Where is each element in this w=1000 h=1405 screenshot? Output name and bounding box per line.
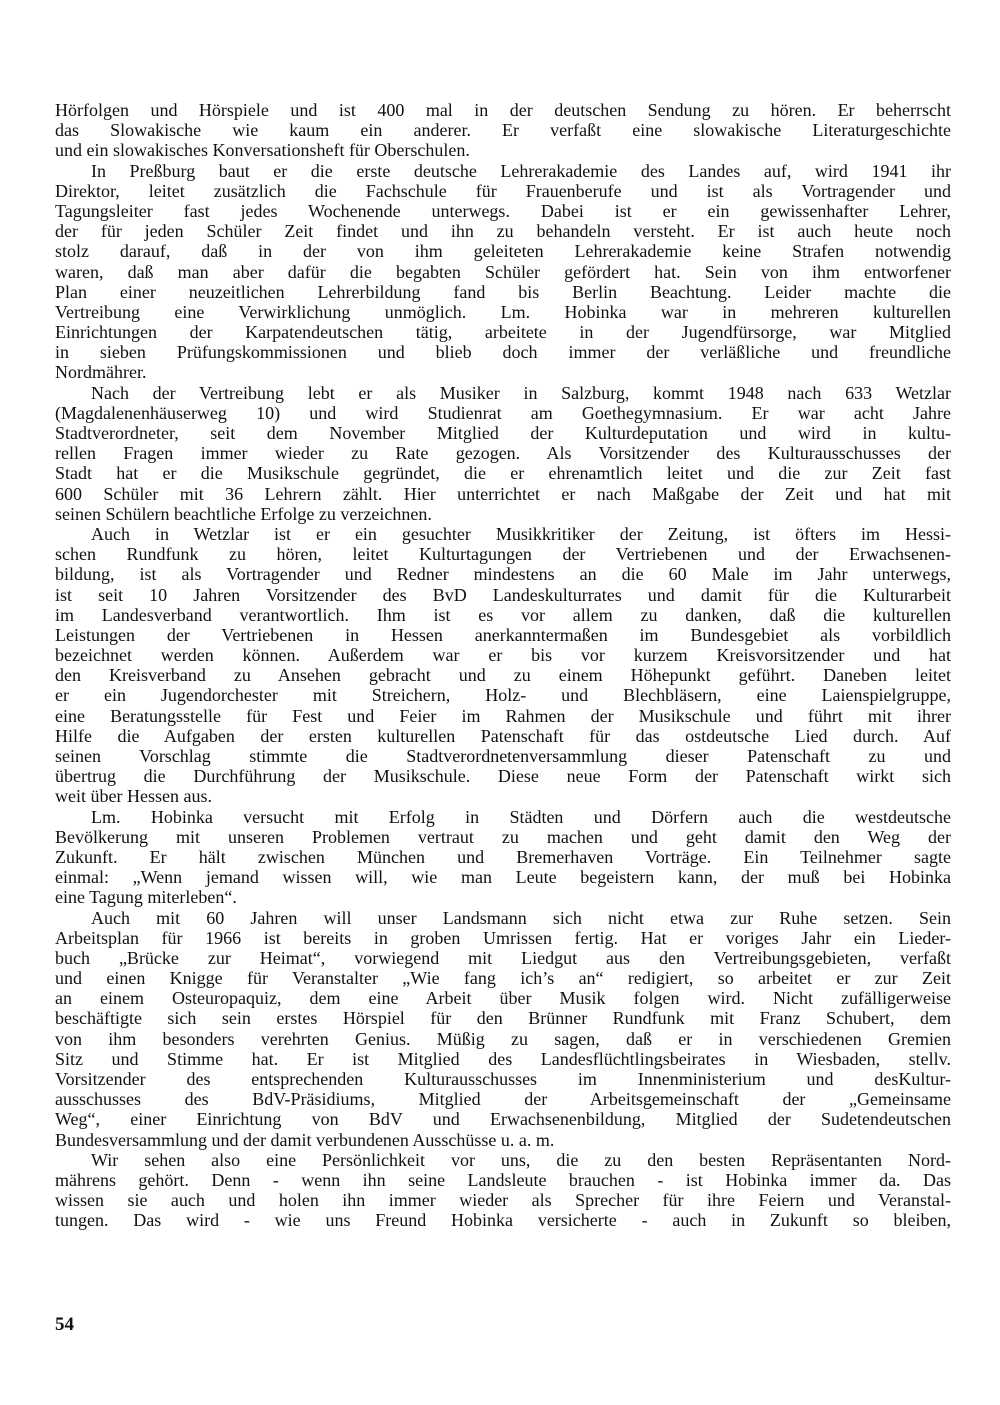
text-line: und ein slowakisches Konversationsheft für Oberschulen. <box>55 140 470 161</box>
text-line: Bundesversammlung und der damit verbundenen Ausschüsse u. a. m. <box>55 1129 555 1150</box>
text-line: er ein Jugendorchester mit Streichern, Holz- und Blechbläsern, eine Laienspielgruppe, <box>55 685 951 706</box>
text-line: im Landesverband verantwortlich. Ihm ist es vor allem zu danken, daß die kulturellen <box>55 604 951 625</box>
text-line: seinen Schülern beachtliche Erfolge zu verzeichnen. <box>55 503 432 524</box>
text-line: Vertreibung eine Verwirklichung unmöglich. Lm. Hobinka war in mehreren kulturellen <box>55 301 951 322</box>
text-line: an einem Osteuropaquiz, dem eine Arbeit über Musik folgen wird. Nicht zufälligerweise <box>55 988 951 1009</box>
text-line: eine Tagung miterleben“. <box>55 887 237 908</box>
paragraph <box>55 908 951 1150</box>
text-line: stolz darauf, daß in der von ihm geleiteten Lehrerakademie keine Strafen notwendig <box>55 241 951 262</box>
text-line: Auch in Wetzlar ist er ein gesuchter Musikkritiker der Zeitung, ist öfters im Hessi- <box>91 523 951 544</box>
text-line: Direktor, leitet zusätzlich die Fachschule für Frauenberufe und ist als Vortragender und <box>55 180 951 201</box>
text-line: 600 Schüler mit 36 Lehrern zählt. Hier unterrichtet er nach Maßgabe der Zeit und hat mit <box>55 483 951 504</box>
text-line: und einen Knigge für Veranstalter „Wie fang ich’s an“ redigiert, so arbeitet er zur Zeit <box>55 968 951 989</box>
text-line: Wir sehen also eine Persönlichkeit vor uns, die zu den besten Repräsentanten Nord- <box>91 1149 951 1170</box>
text-line: Bevölkerung mit unseren Problemen vertraut zu machen und geht damit den Weg der <box>55 826 951 847</box>
text-line: Hilfe die Aufgaben der ersten kulturellen Patenschaft für das ostdeutsche Lied durch. Auf <box>55 725 951 746</box>
paragraph <box>55 100 951 161</box>
text-line: weit über Hessen aus. <box>55 786 212 807</box>
text-line: das Slowakische wie kaum ein anderer. Er verfaßt eine slowakische Literaturgeschichte <box>55 120 951 141</box>
text-line: ausschusses des BdV-Präsidiums, Mitglied der Arbeitsgemeinschaft der „Gemeinsame <box>55 1089 951 1110</box>
text-line: bezeichnet werden können. Außerdem war er bis vor kurzem Kreisvorsitzender und hat <box>55 645 951 666</box>
paragraph <box>55 807 951 908</box>
text-line: Vorsitzender des entsprechenden Kulturausschusses im Innenministerium und desKultur- <box>55 1069 951 1089</box>
text-line: schen Rundfunk zu hören, leitet Kulturtagungen der Vertriebenen und der Erwachsenen- <box>55 544 951 565</box>
paragraph <box>55 1150 951 1231</box>
text-line: in sieben Prüfungskommissionen und blieb doch immer der verläßliche und freundliche <box>55 342 951 363</box>
text-line: Auch mit 60 Jahren will unser Landsmann sich nicht etwa zur Ruhe setzen. Sein <box>91 907 951 928</box>
text-line: übertrug die Durchführung der Musikschule. Diese neue Form der Patenschaft wirkt sich <box>55 766 951 787</box>
text-line: Stadtverordneter, seit dem November Mitglied der Kulturdeputation und wird in kultu- <box>55 423 951 443</box>
text-line: bildung, ist als Vortragender und Redner mindestens an die 60 Male im Jahr unterwegs, <box>55 564 951 585</box>
text-line: einmal: „Wenn jemand wissen will, wie man Leute begeistern kann, der muß bei Hobinka <box>55 867 951 888</box>
text-line: Sitz und Stimme hat. Er ist Mitglied des Landesflüchtlingsbeirates in Wiesbaden, stellv. <box>55 1048 951 1069</box>
text-line: Nordmährer. <box>55 362 147 383</box>
text-line: mährens gehört. Denn - wenn ihn seine Landsleute brauchen - ist Hobinka immer da. Das <box>55 1169 951 1190</box>
text-line: Tagungsleiter fast jedes Wochenende unterwegs. Dabei ist er ein gewissenhafter Lehrer, <box>55 200 951 221</box>
text-line: Einrichtungen der Karpatendeutschen tätig, arbeitete in der Jugendfürsorge, war Mitglied <box>55 322 951 343</box>
text-line: Plan einer neuzeitlichen Lehrerbildung fand bis Berlin Beachtung. Leider machte die <box>55 281 951 302</box>
paragraph <box>55 524 951 807</box>
text-line: (Magdalenenhäuserweg 10) und wird Studienrat am Goethegymnasium. Er war acht Jahre <box>55 402 951 423</box>
text-line: wissen sie auch und holen ihn immer wieder als Sprecher für ihre Feiern und Veranstal- <box>55 1190 951 1211</box>
text-line: rellen Fragen immer wieder zu Rate gezogen. Als Vorsitzender des Kulturausschusses der <box>55 443 951 464</box>
text-line: beschäftigte sich sein erstes Hörspiel für den Brünner Rundfunk mit Franz Schubert, dem <box>55 1008 951 1029</box>
text-line: der für jeden Schüler Zeit findet und ihn zu behandeln versteht. Er ist auch heute noch <box>55 221 951 242</box>
text-line: seinen Vorschlag stimmte die Stadtverordnetenversammlung dieser Patenschaft zu und <box>55 746 951 766</box>
paragraph <box>55 161 951 383</box>
text-line: eine Beratungsstelle für Fest und Feier im Rahmen der Musikschule und führt mit ihrer <box>55 705 951 726</box>
paragraph <box>55 383 951 524</box>
text-line: In Preßburg baut er die erste deutsche Lehrerakademie des Landes auf, wird 1941 ihr <box>91 160 951 181</box>
text-line: waren, daß man aber dafür die begabten Schüler gefördert hat. Sein von ihm entworfener <box>55 261 951 282</box>
text-line: Lm. Hobinka versucht mit Erfolg in Städten und Dörfern auch die westdeutsche <box>91 806 951 827</box>
document-body <box>55 100 951 1231</box>
text-line: Hörfolgen und Hörspiele und ist 400 mal in der deutschen Sendung zu hören. Er beherrscht <box>55 100 951 120</box>
text-line: tungen. Das wird - wie uns Freund Hobinka versicherte - auch in Zukunft so bleiben, <box>55 1210 951 1231</box>
page-number: 54 <box>55 1314 74 1335</box>
text-line: Stadt hat er die Musikschule gegründet, die er ehrenamtlich leitet und die zur Zeit fast <box>55 463 951 484</box>
text-line: Leistungen der Vertriebenen in Hessen anerkanntermaßen im Bundesgebiet als vorbildlich <box>55 624 951 645</box>
text-line: Nach der Vertreibung lebt er als Musiker in Salzburg, kommt 1948 nach 633 Wetzlar <box>91 382 951 403</box>
text-line: von ihm besonders verehrten Genius. Müßig zu sagen, daß er in verschiedenen Gremien <box>55 1028 951 1049</box>
text-line: den Kreisverband zu Ansehen gebracht und zu einem Höhepunkt geführt. Daneben leitet <box>55 665 951 686</box>
text-line: buch „Brücke zur Heimat“, vorwiegend mit Liedgut aus den Vertreibungsgebieten, verfaßt <box>55 947 951 968</box>
text-line: Arbeitsplan für 1966 ist bereits in groben Umrissen fertig. Hat er voriges Jahr ein Lieder- <box>55 927 951 948</box>
text-line: Weg“, einer Einrichtung von BdV und Erwachsenenbildung, Mitglied der Sudetendeutschen <box>55 1109 951 1130</box>
text-line: Zukunft. Er hält zwischen München und Bremerhaven Vorträge. Ein Teilnehmer sagte <box>55 846 951 867</box>
text-line: ist seit 10 Jahren Vorsitzender des BvD Landeskulturrates und damit für die Kulturarbeit <box>55 584 951 605</box>
